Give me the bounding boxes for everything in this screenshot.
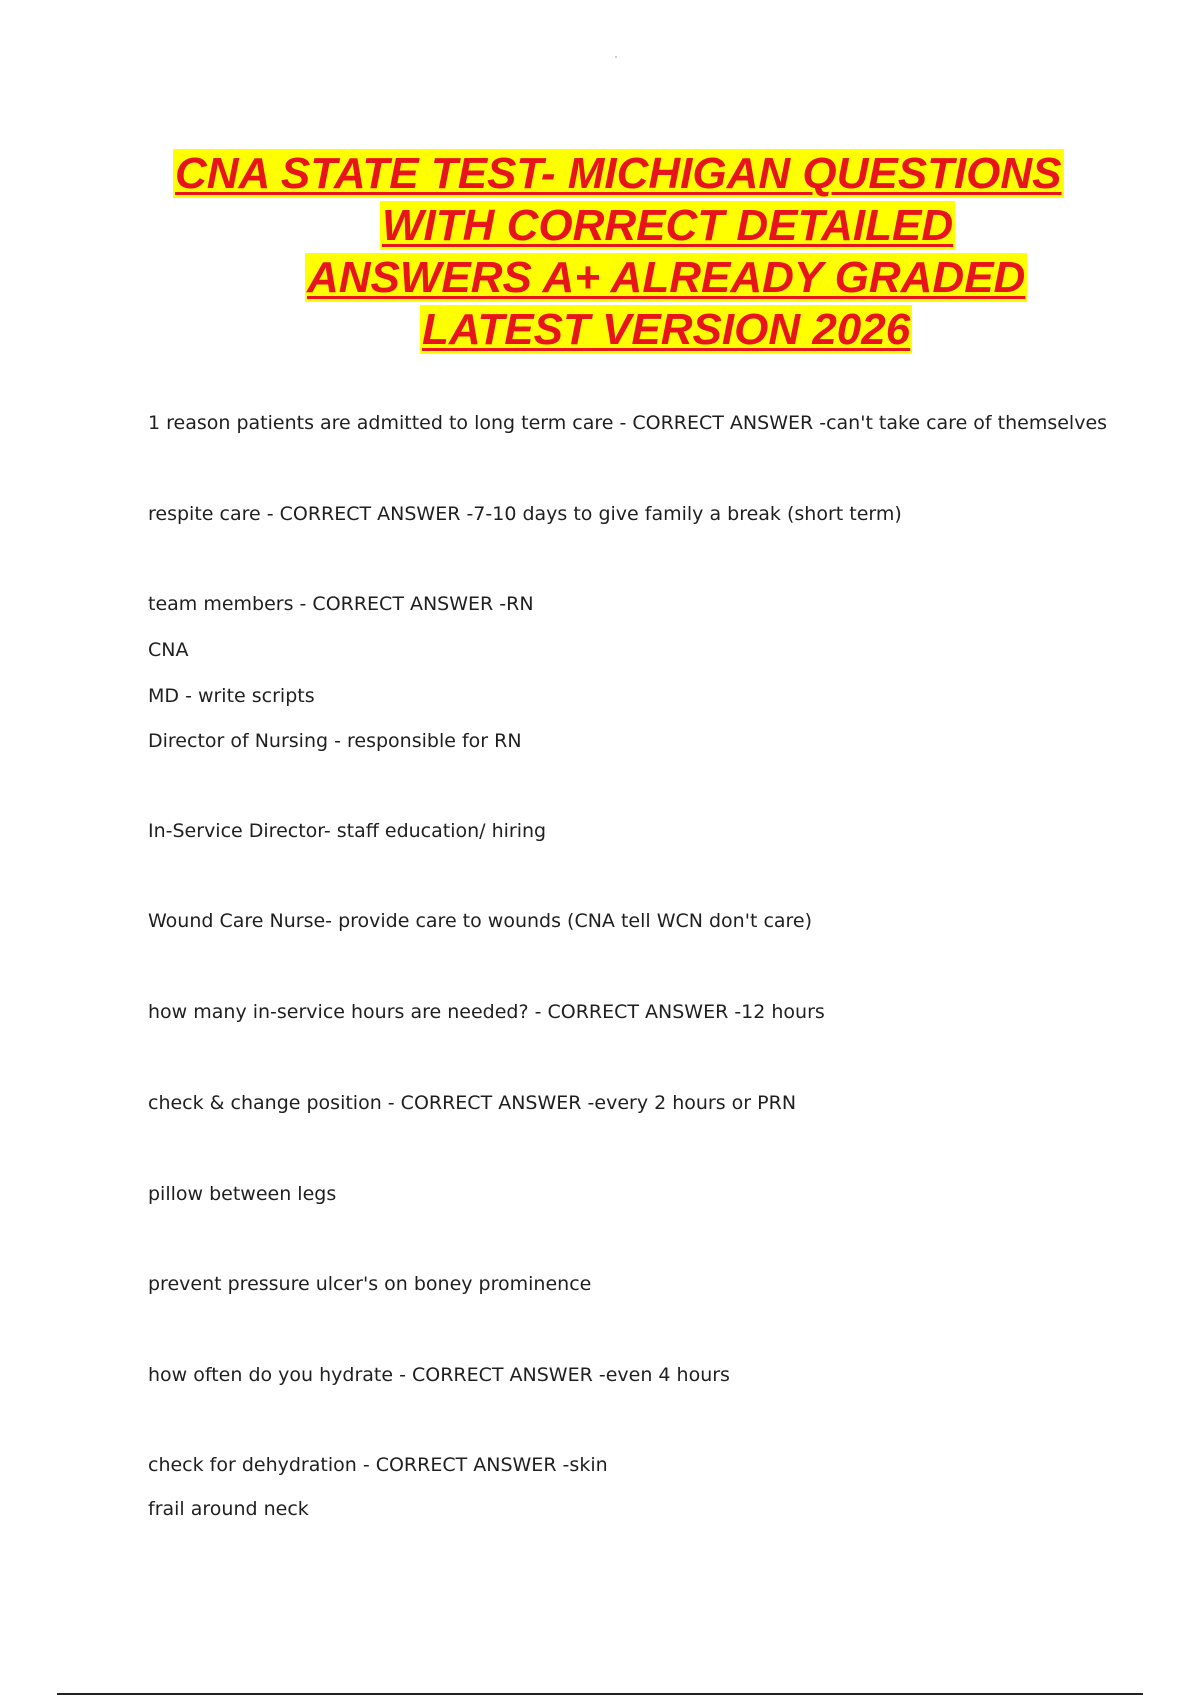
- title-line-1-text: CNA STATE TEST- MICHIGAN QUESTIONS: [175, 149, 1062, 198]
- qa-line: team members - CORRECT ANSWER -RN: [148, 593, 534, 615]
- qa-line: respite care - CORRECT ANSWER -7-10 days to give family a break (short term): [148, 503, 902, 525]
- qa-line: CNA: [148, 639, 189, 661]
- qa-line: prevent pressure ulcer's on boney prominence: [148, 1273, 592, 1295]
- qa-line: Director of Nursing - responsible for RN: [148, 730, 522, 752]
- qa-line: frail around neck: [148, 1498, 309, 1520]
- qa-line: check for dehydration - CORRECT ANSWER -skin: [148, 1454, 608, 1476]
- qa-line: check & change position - CORRECT ANSWER -every 2 hours or PRN: [148, 1092, 797, 1114]
- qa-line: how often do you hydrate - CORRECT ANSWER -even 4 hours: [148, 1364, 730, 1386]
- title-line-3-text: ANSWERS A+ ALREADY GRADED: [307, 253, 1026, 302]
- title-line-4-text: LATEST VERSION 2026: [422, 305, 911, 354]
- title-line-4: [420, 304, 912, 356]
- footer-rule: [57, 1693, 1143, 1695]
- title-line-1: [173, 148, 1064, 200]
- scan-speck: [615, 56, 617, 58]
- qa-line: 1 reason patients are admitted to long term care - CORRECT ANSWER -can't take care of themselves: [148, 412, 1108, 434]
- qa-line: how many in-service hours are needed? - CORRECT ANSWER -12 hours: [148, 1001, 825, 1023]
- qa-line: Wound Care Nurse- provide care to wounds (CNA tell WCN don't care): [148, 910, 813, 932]
- qa-line: In-Service Director- staff education/ hiring: [148, 820, 547, 842]
- qa-line: MD - write scripts: [148, 685, 315, 707]
- title-line-3: [305, 252, 1027, 304]
- qa-line: pillow between legs: [148, 1183, 337, 1205]
- title-line-2: [380, 200, 955, 252]
- title-line-2-text: WITH CORRECT DETAILED: [382, 201, 954, 250]
